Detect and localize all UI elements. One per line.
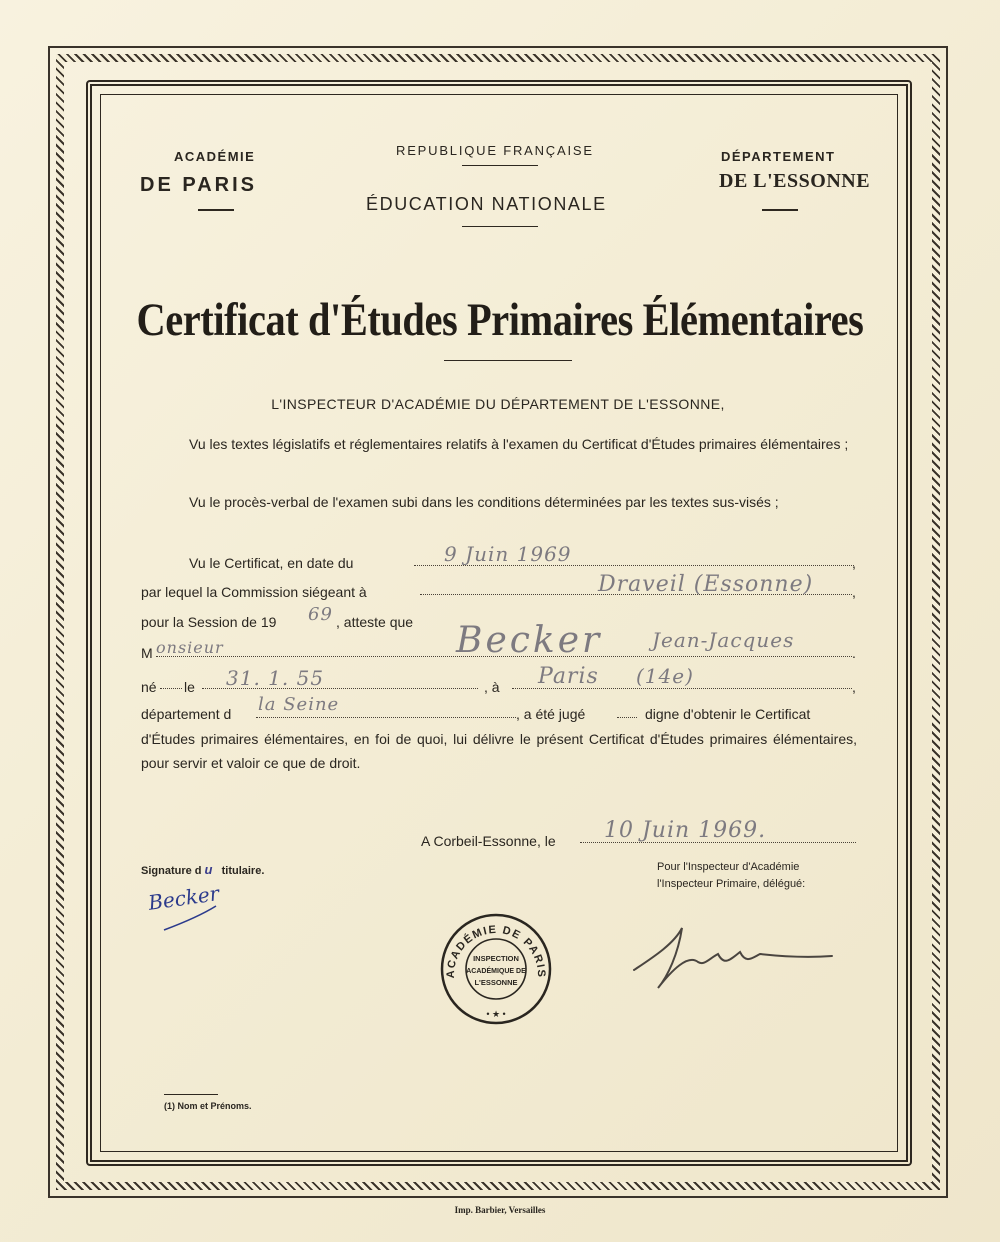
born-at-label: , à [484, 679, 500, 695]
born-date-value: 31. 1. 55 [226, 666, 325, 690]
inspector-heading: L'INSPECTEUR D'ACADÉMIE DU DÉPARTEMENT DE L'ESSONNE, [271, 396, 725, 412]
header-center-rule [462, 165, 538, 166]
born-place-value: Paris [538, 664, 599, 689]
session-label: pour la Session de 19 [141, 614, 277, 630]
title-value: onsieur [156, 638, 224, 657]
svg-text:L'ESSONNE: L'ESSONNE [474, 978, 518, 987]
svg-text:ACADÉMIE DE PARIS: ACADÉMIE DE PARIS [444, 923, 548, 979]
education-nationale-label: ÉDUCATION NATIONALE [366, 194, 607, 214]
academie-label: ACADÉMIE [174, 149, 256, 164]
department-label: département d [141, 706, 232, 722]
departement-name: DE L'ESSONNE [719, 170, 871, 192]
born-le-label: le [184, 679, 195, 695]
certificate-title: Certificat d'Études Primaires Élémentaires [136, 294, 864, 346]
born-label: né [141, 679, 157, 695]
conclusion-part-b: d'Études primaires élémentaires, en foi de quoi, lui délivre le présent Certificat d'Études primaires élémentaires, pour servir et valoir ce que de droit. [141, 731, 857, 771]
footnote: (1) Nom et Prénoms. [164, 1101, 252, 1111]
session-value: 69 [308, 604, 333, 625]
departement-label: DÉPARTEMENT [721, 149, 836, 164]
juge-label: , a été jugé [516, 706, 586, 722]
place-date-value: 10 Juin 1969. [604, 818, 767, 843]
svg-text:• ★ •: • ★ • [486, 1009, 506, 1019]
session-label-end: , atteste que [336, 614, 414, 630]
surname-value: Becker [456, 620, 603, 661]
commission-value: Draveil (Essonne) [598, 572, 814, 597]
born-place-detail: (14e) [636, 664, 694, 688]
conclusion-part-a: digne d'obtenir le Certificat [645, 706, 811, 722]
svg-text:INSPECTION: INSPECTION [473, 954, 519, 963]
department-line [256, 717, 516, 718]
title-underline [444, 360, 572, 361]
certificat-date-value: 9 Juin 1969 [444, 542, 572, 566]
header-left-dash [198, 209, 234, 211]
printer-imprint: Imp. Barbier, Versailles [454, 1205, 546, 1215]
paragraph-textes: Vu les textes législatifs et réglementaires relatifs à l'examen du Certificat d'Études primaires élémentaires ; [189, 436, 849, 452]
commission-label: par lequel la Commission siégeant à [141, 584, 367, 600]
place-date-label: A Corbeil-Essonne, le [421, 833, 556, 849]
header-right-dash [762, 209, 798, 211]
paragraph-proces-verbal: Vu le procès-verbal de l'examen subi dans les conditions déterminées par les textes sus-visés ; [189, 494, 779, 510]
academy-stamp [440, 913, 552, 1025]
inspector-signature-label: Pour l'Inspecteur d'Académie l'Inspecteur Primaire, délégué: [657, 861, 806, 890]
header-center-rule-2 [462, 226, 538, 227]
republique-label: REPUBLIQUE FRANÇAISE [396, 143, 594, 158]
svg-text:ACADÉMIQUE DE: ACADÉMIQUE DE [466, 968, 526, 975]
footnote-rule [164, 1094, 218, 1095]
certificat-date-label: Vu le Certificat, en date du [189, 555, 354, 571]
firstname-value: Jean-Jacques [652, 628, 795, 652]
inspector-signature [628, 918, 838, 998]
academie-name: DE PARIS [140, 174, 257, 196]
department-value: la Seine [258, 694, 340, 715]
holder-signature-flourish [160, 900, 220, 936]
holder-signature: Becker [146, 881, 221, 915]
holder-signature-label: Signature d u titulaire. [141, 862, 265, 877]
title-prefix: M [141, 645, 153, 661]
